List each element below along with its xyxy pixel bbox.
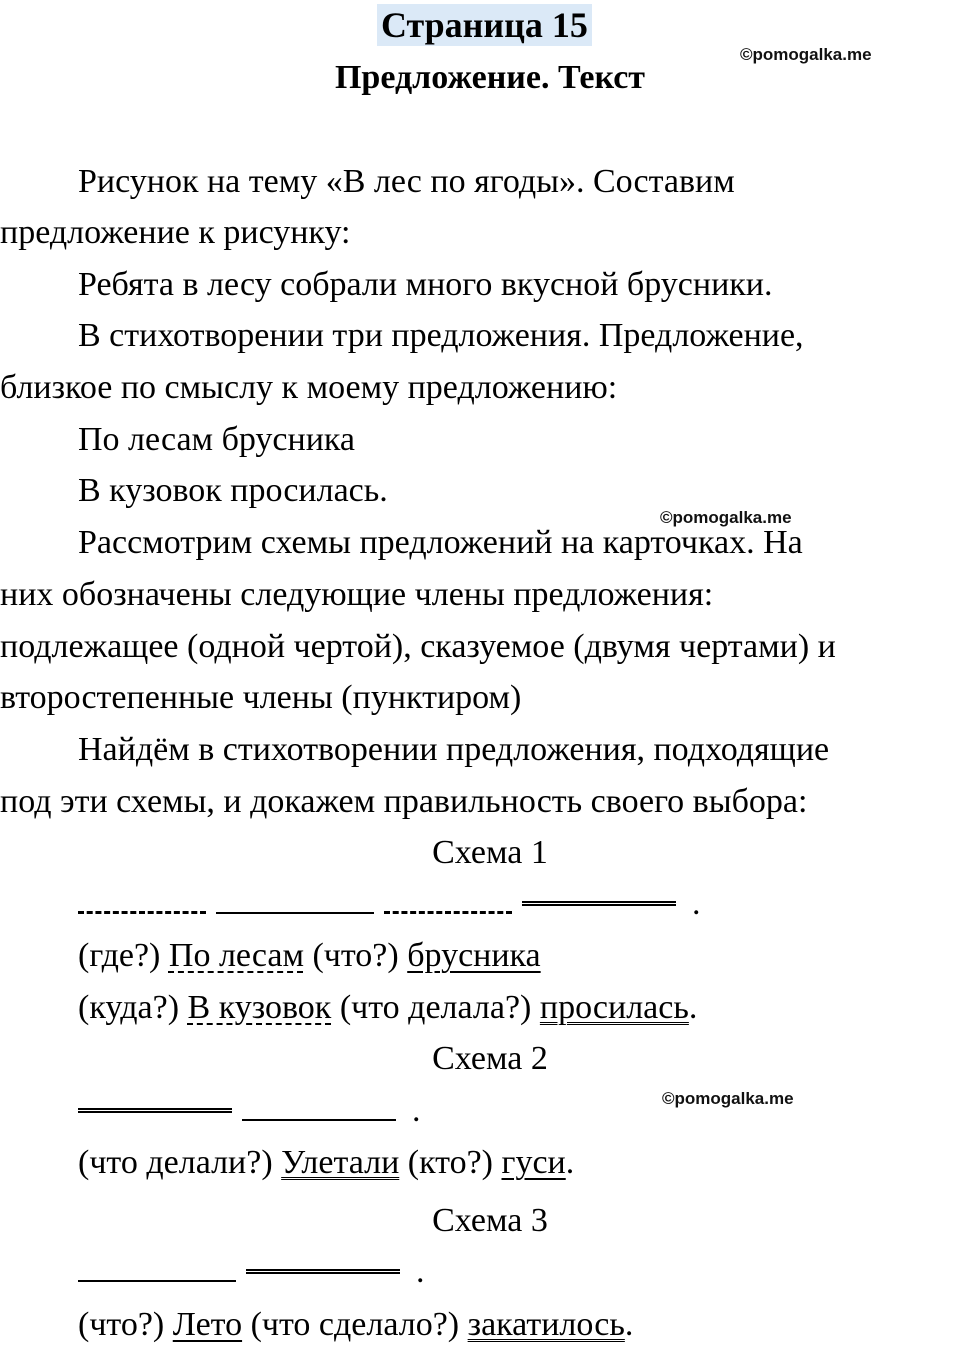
- predicate-line: [522, 901, 676, 906]
- scheme-title: Схема 2: [432, 1040, 548, 1077]
- question-text: (что делала?): [331, 989, 540, 1026]
- subject-line: [242, 1119, 396, 1121]
- subject-word: гуси: [501, 1144, 566, 1181]
- question-text: (что?): [78, 1306, 173, 1343]
- paragraph-text: Ребята в лесу собрали много вкусной брусники.: [78, 266, 773, 303]
- question-text: (кто?): [399, 1144, 502, 1181]
- punctuation: .: [688, 989, 698, 1026]
- page-title: Страница 15: [377, 4, 592, 46]
- predicate-word: закатилось: [467, 1306, 625, 1343]
- poem-line: В кузовок просилась.: [78, 472, 388, 509]
- watermark: ©pomogalka.me: [660, 508, 792, 527]
- predicate-line: [246, 1269, 400, 1274]
- end-mark: .: [412, 1092, 421, 1129]
- secondary-member-line: [384, 911, 512, 914]
- paragraph-text: подлежащее (одной чертой), сказуемое (двумя чертами) и: [0, 628, 836, 665]
- scheme-example-line: [78, 936, 541, 976]
- end-mark: .: [692, 885, 701, 922]
- subject-word: Лето: [172, 1306, 243, 1343]
- question-text: (что?): [303, 937, 408, 974]
- secondary-member-line: [78, 911, 206, 914]
- paragraph-text: В стихотворении три предложения. Предложение,: [78, 317, 804, 354]
- paragraph-text: второстепенные члены (пунктиром): [0, 679, 522, 716]
- sentence-scheme-diagram: [78, 884, 701, 922]
- scheme-example-line: [78, 988, 697, 1028]
- watermark: ©pomogalka.me: [662, 1089, 794, 1108]
- paragraph-text: предложение к рисунку:: [0, 214, 351, 251]
- paragraph-text: близкое по смыслу к моему предложению:: [0, 369, 618, 406]
- scheme-example-line: [78, 1143, 574, 1183]
- question-text: (куда?): [78, 989, 188, 1026]
- punctuation: .: [565, 1144, 575, 1181]
- subject-line: [216, 912, 374, 914]
- poem-line: По лесам брусника: [78, 421, 355, 458]
- paragraph-text: них обозначены следующие члены предложения:: [0, 576, 714, 613]
- paragraph-text: Рисунок на тему «В лес по ягоды». Составим: [78, 163, 735, 200]
- paragraph-text: Рассмотрим схемы предложений на карточках. На: [78, 524, 803, 561]
- question-text: (что сделало?): [242, 1306, 468, 1343]
- sentence-scheme-diagram: [78, 1091, 421, 1129]
- predicate-line: [78, 1108, 232, 1113]
- scheme-title: Схема 1: [432, 834, 548, 871]
- secondary-member-word: По лесам: [168, 937, 304, 974]
- watermark: ©pomogalka.me: [740, 45, 872, 64]
- secondary-member-word: В кузовок: [187, 989, 332, 1026]
- section-subtitle: Предложение. Текст: [334, 59, 645, 96]
- paragraph-text: Найдём в стихотворении предложения, подходящие: [78, 731, 830, 768]
- subject-word: брусника: [407, 937, 541, 974]
- question-text: (что делали?): [78, 1144, 282, 1181]
- subject-line: [78, 1280, 236, 1282]
- end-mark: .: [416, 1253, 425, 1290]
- predicate-word: просилась: [539, 989, 689, 1026]
- question-text: (где?): [78, 937, 169, 974]
- punctuation: .: [624, 1306, 634, 1343]
- predicate-word: Улетали: [281, 1144, 400, 1181]
- paragraph-text: под эти схемы, и докажем правильность своего выбора:: [0, 783, 808, 820]
- scheme-example-line: [78, 1305, 633, 1345]
- scheme-title: Схема 3: [432, 1202, 548, 1239]
- sentence-scheme-diagram: [78, 1252, 425, 1290]
